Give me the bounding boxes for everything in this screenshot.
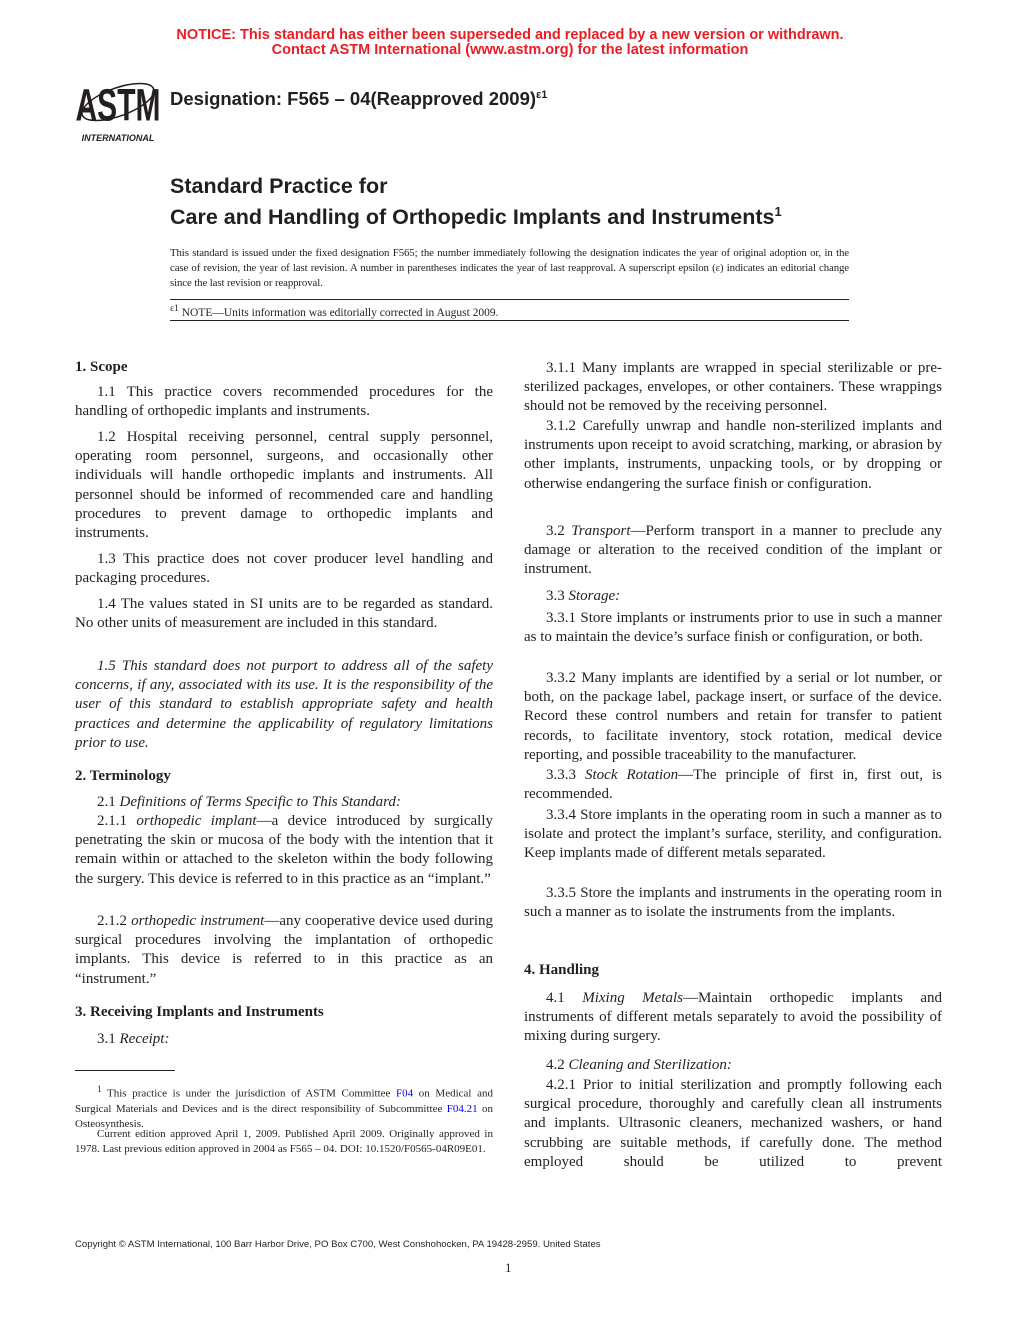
paragraph-3-3-3 bbox=[524, 766, 942, 804]
paragraph-3-3 bbox=[524, 587, 942, 606]
paragraph-2-1-1 bbox=[75, 812, 493, 889]
paragraph-3-3-2: 3.3.2 Many implants are identified by a serial or lot number, or both, on the package label, package insert, or surface of the device. Record these control numbers and retain for transfer to patient records, to facilitate inventory, stock rotation, medical device reporting, and possible traceability to the manufacturer. bbox=[524, 670, 942, 763]
paragraph-1-3: 1.3 This practice does not cover producer level handling and packaging procedures. bbox=[75, 551, 493, 587]
notice-line-1: NOTICE: This standard has either been superseded and replaced by a new version or withdrawn. bbox=[176, 27, 844, 43]
paragraph-1-5: 1.5 This standard does not purport to address all of the safety concerns, if any, associated with its use. It is the responsibility of the user of this standard to establish appropriate safety and health practices and determine the applicability of regulatory limitations prior to use. bbox=[75, 658, 493, 751]
title-line-2 bbox=[170, 199, 782, 230]
paragraph-2-1 bbox=[75, 793, 493, 812]
editorial-note bbox=[170, 303, 499, 319]
paragraph-4-2-1: 4.2.1 Prior to initial sterilization and promptly following each surgical procedure, thoroughly and carefully clean all instruments and implants. Ultrasonic cleaners, mechanized washers, or hand scrubbing are suitable methods, if carefully done. The method employed should be utilized to prevent bbox=[524, 1077, 942, 1170]
para-num: 3.2 bbox=[546, 523, 572, 539]
footnote-2: Current edition approved April 1, 2009. Published April 2009. Originally approved in 1978. Last previous edition approved in 2004 as F565 – 04. DOI: 10.1520/F0565-04R09E01. bbox=[75, 1128, 493, 1155]
designation-text: Designation: F565 – 04(Reapproved 2009) bbox=[170, 88, 537, 109]
divider bbox=[170, 299, 849, 300]
paragraph-3-2 bbox=[524, 522, 942, 580]
para-num: 4.2 bbox=[546, 1057, 569, 1073]
paragraph-3-3-5: 3.3.5 Store the implants and instruments in the operating room in such a manner as to isolate the instruments from the implants. bbox=[524, 885, 942, 921]
section-heading-receiving: 3. Receiving Implants and Instruments bbox=[75, 1004, 324, 1020]
page-number: 1 bbox=[505, 1260, 512, 1275]
title-text: Care and Handling of Orthopedic Implants and Instruments bbox=[170, 205, 775, 230]
para-num: 2.1 bbox=[97, 794, 120, 810]
issued-statement: This standard is issued under the fixed designation F565; the number immediately following the designation indicates the year of original adoption or, in the case of revision, the year of last revision. A number in parentheses indicates the year of last reapproval. A superscript epsilon (ε) indicates an editorial change since the last revision or reapproval. bbox=[170, 247, 849, 290]
para-term: orthopedic instrument bbox=[131, 913, 265, 929]
paragraph-2-1-2 bbox=[75, 912, 493, 989]
fn-text: on Medical and Surgical Materials and Devices and is the direct responsibility of Subcommittee bbox=[75, 1087, 493, 1115]
svg-text:INTERNATIONAL: INTERNATIONAL bbox=[81, 133, 155, 143]
para-text: —a device introduced by surgically penetrating the skin or mucosa of the body with the intention that it remain within or attached to the skeleton within the body following the surgery. This device is referred to in this practice as an “implant.” bbox=[75, 813, 493, 887]
para-num: 2.1.1 bbox=[97, 813, 137, 829]
title-footnote-ref: 1 bbox=[774, 204, 782, 219]
para-term: Stock Rotation bbox=[585, 767, 679, 783]
paragraph-1-1: 1.1 This practice covers recommended procedures for the handling of orthopedic implants and instruments. bbox=[75, 384, 493, 420]
fn-text: on Osteosynthesis. bbox=[75, 1102, 494, 1130]
para-term: Storage: bbox=[568, 588, 621, 604]
astm-logo bbox=[76, 68, 160, 144]
para-term: Mixing Metals bbox=[582, 990, 683, 1006]
divider bbox=[170, 320, 849, 321]
copyright: Copyright © ASTM International, 100 Barr Harbor Drive, PO Box C700, West Conshohocken, PA 19428-2959. United States bbox=[75, 1239, 601, 1250]
fn-text: This practice is under the jurisdiction of ASTM Committee bbox=[101, 1087, 397, 1100]
para-term: Transport bbox=[571, 523, 631, 539]
paragraph-3-3-4: 3.3.4 Store implants in the operating room in such a manner as to isolate and protect the implant’s surface, sterility, and configuration. Keep implants made of different metals separated. bbox=[524, 807, 942, 862]
para-num: 3.3 bbox=[546, 588, 569, 604]
para-num: 4.1 bbox=[546, 990, 583, 1006]
para-num: 3.1 bbox=[97, 1031, 120, 1047]
para-term: Receipt: bbox=[119, 1031, 170, 1047]
para-term: orthopedic implant bbox=[136, 813, 257, 829]
section-heading-handling: 4. Handling bbox=[524, 962, 600, 978]
paragraph-4-2 bbox=[524, 1056, 942, 1075]
para-text: —Perform transport in a manner to preclude any damage or alteration to the received condition of the implant or instrument. bbox=[524, 523, 942, 578]
para-text: —any cooperative device used during surgical procedures involving the implantation of orthopedic implants. This device is referred to in this practice as an “instrument.” bbox=[75, 913, 494, 987]
section-heading-scope: 1. Scope bbox=[75, 359, 128, 375]
notice-line-2: Contact ASTM International (www.astm.org) for the latest information bbox=[271, 42, 749, 58]
designation bbox=[170, 88, 547, 110]
committee-link[interactable]: F04 bbox=[396, 1087, 414, 1100]
para-term: Definitions of Terms Specific to This Standard: bbox=[119, 794, 401, 810]
footnote-1 bbox=[75, 1082, 493, 1132]
footnote-divider bbox=[75, 1070, 175, 1071]
paragraph-3-1-1: 3.1.1 Many implants are wrapped in special sterilizable or pre-sterilized packages, envelopes, or other containers. These wrappings should not be removed by the receiving personnel. bbox=[524, 360, 942, 415]
paragraph-1-2: 1.2 Hospital receiving personnel, central supply personnel, operating room personnel, surgeons, and occasionally other individuals will handle orthopedic implants and instruments. All personnel should be informed of recommended care and handling procedures to prevent damage to orthopedic implants and instruments. bbox=[75, 429, 493, 542]
paragraph-3-1 bbox=[75, 1030, 493, 1049]
fn-sup: 1 bbox=[97, 1084, 102, 1094]
note-text: NOTE—Units information was editorially corrected in August 2009. bbox=[178, 306, 499, 319]
title-line-1: Standard Practice for bbox=[170, 174, 388, 198]
paragraph-4-1 bbox=[524, 989, 942, 1047]
paragraph-1-4: 1.4 The values stated in SI units are to be regarded as standard. No other units of measurement are included in this standard. bbox=[75, 596, 493, 632]
subcommittee-link[interactable]: F04.21 bbox=[446, 1102, 478, 1115]
section-heading-terminology: 2. Terminology bbox=[75, 768, 171, 784]
para-num: 2.1.2 bbox=[97, 913, 132, 929]
para-text: —Maintain orthopedic implants and instruments of different metals separately to avoid the possibility of mixing during surgery. bbox=[524, 990, 943, 1045]
paragraph-3-1-2: 3.1.2 Carefully unwrap and handle non-sterilized implants and instruments upon receipt to avoid scratching, marking, or abrasion by other implants, instruments, unpacking tools, or by dropping or otherwise endangering the surface finish or configuration. bbox=[524, 418, 942, 492]
para-text: —The principle of first in, first out, is recommended. bbox=[524, 767, 943, 803]
svg-text:ASTM: ASTM bbox=[76, 80, 160, 132]
para-term: Cleaning and Sterilization: bbox=[568, 1057, 732, 1073]
note-sup: ε1 bbox=[170, 303, 179, 314]
designation-superscript: ε1 bbox=[536, 88, 548, 101]
para-num: 3.3.3 bbox=[546, 767, 586, 783]
paragraph-3-3-1: 3.3.1 Store implants or instruments prior to use in such a manner as to maintain the device’s surface finish or configuration, or both. bbox=[524, 610, 942, 646]
